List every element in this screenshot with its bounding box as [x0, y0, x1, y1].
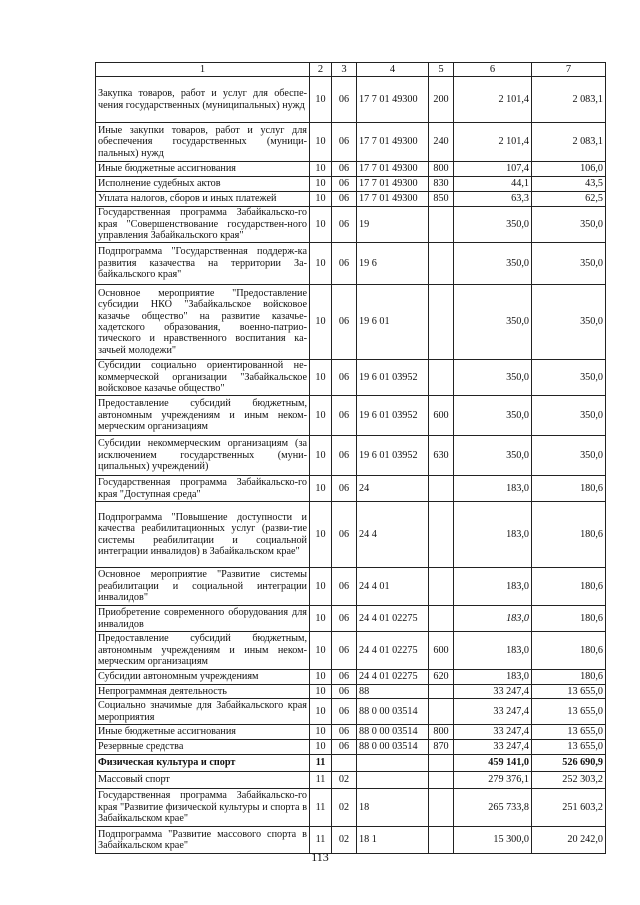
section-code: 10 [310, 632, 332, 670]
expense-type-code: 200 [429, 77, 454, 123]
amount-col-6: 183,0 [454, 670, 532, 685]
row-name: Основное мероприятие "Развитие системы реабилитации и социальной интеграции инвалидов" [96, 568, 310, 606]
section-code: 10 [310, 476, 332, 502]
amount-col-6: 350,0 [454, 436, 532, 476]
amount-col-7: 62,5 [532, 192, 606, 207]
section-code: 10 [310, 725, 332, 740]
row-name: Исполнение судебных актов [96, 177, 310, 192]
target-article-code: 88 0 00 03514 [357, 740, 429, 755]
subsection-code: 06 [332, 207, 357, 243]
amount-col-6: 350,0 [454, 285, 532, 360]
amount-col-7: 180,6 [532, 476, 606, 502]
subsection-code: 06 [332, 740, 357, 755]
amount-col-6: 2 101,4 [454, 123, 532, 162]
amount-col-7: 2 083,1 [532, 77, 606, 123]
section-code: 10 [310, 502, 332, 568]
section-code: 10 [310, 162, 332, 177]
target-article-code: 88 [357, 685, 429, 699]
col-header-5: 5 [429, 63, 454, 77]
row-name: Резервные средства [96, 740, 310, 755]
subsection-code: 02 [332, 772, 357, 789]
expense-type-code: 620 [429, 670, 454, 685]
section-code: 10 [310, 243, 332, 285]
expense-type-code [429, 755, 454, 772]
row-name: Социально значимые для Забайкальского края мероприятия [96, 699, 310, 725]
subsection-code: 02 [332, 827, 357, 854]
amount-col-7: 180,6 [532, 568, 606, 606]
amount-col-7: 13 655,0 [532, 740, 606, 755]
section-code: 11 [310, 772, 332, 789]
expense-type-code [429, 476, 454, 502]
table-row [96, 436, 606, 476]
col-header-2: 2 [310, 63, 332, 77]
amount-col-6: 459 141,0 [454, 755, 532, 772]
subsection-code: 06 [332, 123, 357, 162]
target-article-code: 18 1 [357, 827, 429, 854]
amount-col-7: 13 655,0 [532, 725, 606, 740]
table-row [96, 243, 606, 285]
table-row [96, 685, 606, 699]
section-code: 10 [310, 396, 332, 436]
subsection-code: 06 [332, 77, 357, 123]
subsection-code: 06 [332, 436, 357, 476]
amount-col-6: 350,0 [454, 243, 532, 285]
table-row [96, 568, 606, 606]
amount-col-7: 350,0 [532, 207, 606, 243]
amount-col-6: 63,3 [454, 192, 532, 207]
subsection-code: 02 [332, 789, 357, 827]
target-article-code: 24 4 01 02275 [357, 670, 429, 685]
subsection-code: 06 [332, 360, 357, 396]
expense-type-code [429, 360, 454, 396]
target-article-code: 24 [357, 476, 429, 502]
amount-col-6: 33 247,4 [454, 699, 532, 725]
target-article-code [357, 755, 429, 772]
amount-col-7: 180,6 [532, 670, 606, 685]
section-code: 11 [310, 789, 332, 827]
amount-col-6: 350,0 [454, 396, 532, 436]
col-header-6: 6 [454, 63, 532, 77]
expense-type-code: 870 [429, 740, 454, 755]
amount-col-7: 180,6 [532, 632, 606, 670]
amount-col-7: 13 655,0 [532, 685, 606, 699]
subsection-code: 06 [332, 670, 357, 685]
amount-col-7: 252 303,2 [532, 772, 606, 789]
amount-col-6: 33 247,4 [454, 725, 532, 740]
table-row [96, 772, 606, 789]
section-code: 10 [310, 77, 332, 123]
section-code: 10 [310, 699, 332, 725]
amount-col-6: 350,0 [454, 360, 532, 396]
table-row [96, 177, 606, 192]
amount-col-6: 183,0 [454, 502, 532, 568]
expense-type-code [429, 207, 454, 243]
table-row [96, 606, 606, 632]
subsection-code: 06 [332, 177, 357, 192]
target-article-code: 17 7 01 49300 [357, 162, 429, 177]
amount-col-7: 526 690,9 [532, 755, 606, 772]
section-code: 10 [310, 177, 332, 192]
target-article-code: 19 6 01 03952 [357, 436, 429, 476]
subsection-code: 06 [332, 396, 357, 436]
target-article-code: 19 6 01 03952 [357, 396, 429, 436]
amount-col-6: 44,1 [454, 177, 532, 192]
table-row [96, 699, 606, 725]
target-article-code: 19 6 01 [357, 285, 429, 360]
section-code: 10 [310, 606, 332, 632]
target-article-code: 18 [357, 789, 429, 827]
row-name: Массовый спорт [96, 772, 310, 789]
target-article-code: 88 0 00 03514 [357, 725, 429, 740]
expense-type-code [429, 502, 454, 568]
expense-type-code: 240 [429, 123, 454, 162]
target-article-code: 19 6 [357, 243, 429, 285]
expense-type-code [429, 568, 454, 606]
subsection-code: 06 [332, 192, 357, 207]
target-article-code: 24 4 01 02275 [357, 606, 429, 632]
row-name: Иные бюджетные ассигнования [96, 162, 310, 177]
col-header-7: 7 [532, 63, 606, 77]
table-row [96, 632, 606, 670]
subsection-code: 06 [332, 243, 357, 285]
row-name: Государственная программа Забайкальско-го края "Совершенствование государствен-ного управления Забайкальского края" [96, 207, 310, 243]
table-row [96, 77, 606, 123]
amount-col-6: 107,4 [454, 162, 532, 177]
target-article-code: 24 4 [357, 502, 429, 568]
amount-col-7: 106,0 [532, 162, 606, 177]
subsection-code [332, 755, 357, 772]
table-row [96, 502, 606, 568]
col-header-1: 1 [96, 63, 310, 77]
header-row [96, 63, 606, 77]
table-body [96, 77, 606, 854]
section-code: 10 [310, 568, 332, 606]
section-code: 10 [310, 192, 332, 207]
section-code: 10 [310, 285, 332, 360]
target-article-code: 17 7 01 49300 [357, 77, 429, 123]
amount-col-7: 350,0 [532, 360, 606, 396]
amount-col-7: 180,6 [532, 606, 606, 632]
row-name: Предоставление субсидий бюджетным, автономным учреждениям и иным неком-мерческим организациям [96, 632, 310, 670]
amount-col-7: 251 603,2 [532, 789, 606, 827]
col-header-3: 3 [332, 63, 357, 77]
row-name: Приобретение современного оборудования для инвалидов [96, 606, 310, 632]
expense-type-code: 830 [429, 177, 454, 192]
row-name: Основное мероприятие "Предоставление субсидии НКО "Забайкальское войсковое казачье общество" на развитие казачье-хадетского образования, военно-патрио-тического и нравственного воспитания ка-зачьей молодежи" [96, 285, 310, 360]
row-name: Субсидии некоммерческим организациям (за исключением государственных (муни-ципальных) учреждений) [96, 436, 310, 476]
table-row [96, 207, 606, 243]
table-row [96, 123, 606, 162]
row-name: Подпрограмма "Повышение доступности и качества реабилитационных услуг (разви-тие системы реабилитации и социальной интеграции инвалидов) в Забайкальском крае" [96, 502, 310, 568]
table-row [96, 789, 606, 827]
amount-col-6: 183,0 [454, 568, 532, 606]
amount-col-6: 350,0 [454, 207, 532, 243]
amount-col-7: 13 655,0 [532, 699, 606, 725]
expense-type-code [429, 789, 454, 827]
expense-type-code: 850 [429, 192, 454, 207]
target-article-code: 17 7 01 49300 [357, 123, 429, 162]
table-row [96, 740, 606, 755]
target-article-code: 17 7 01 49300 [357, 177, 429, 192]
target-article-code: 88 0 00 03514 [357, 699, 429, 725]
target-article-code: 17 7 01 49300 [357, 192, 429, 207]
expense-type-code [429, 772, 454, 789]
section-code: 11 [310, 827, 332, 854]
expense-type-code: 600 [429, 632, 454, 670]
row-name: Непрограммная деятельность [96, 685, 310, 699]
subsection-code: 06 [332, 476, 357, 502]
budget-table [95, 62, 606, 854]
col-header-4: 4 [357, 63, 429, 77]
expense-type-code [429, 699, 454, 725]
row-name: Иные бюджетные ассигнования [96, 725, 310, 740]
table-row [96, 755, 606, 772]
table-row [96, 192, 606, 207]
table-row [96, 396, 606, 436]
target-article-code: 19 [357, 207, 429, 243]
expense-type-code [429, 685, 454, 699]
amount-col-7: 20 242,0 [532, 827, 606, 854]
subsection-code: 06 [332, 699, 357, 725]
amount-col-6: 33 247,4 [454, 740, 532, 755]
row-name: Физическая культура и спорт [96, 755, 310, 772]
row-name: Субсидии автономным учреждениям [96, 670, 310, 685]
subsection-code: 06 [332, 502, 357, 568]
amount-col-6: 279 376,1 [454, 772, 532, 789]
table-row [96, 476, 606, 502]
amount-col-6: 2 101,4 [454, 77, 532, 123]
table-row [96, 285, 606, 360]
target-article-code: 24 4 01 [357, 568, 429, 606]
row-name: Субсидии социально ориентированной не-коммерческой организации "Забайкальское войсковое казачье общество" [96, 360, 310, 396]
section-code: 10 [310, 436, 332, 476]
amount-col-6: 183,0 [454, 476, 532, 502]
target-article-code [357, 772, 429, 789]
expense-type-code: 600 [429, 396, 454, 436]
expense-type-code: 800 [429, 162, 454, 177]
table-row [96, 670, 606, 685]
section-code: 10 [310, 207, 332, 243]
amount-col-7: 2 083,1 [532, 123, 606, 162]
subsection-code: 06 [332, 285, 357, 360]
subsection-code: 06 [332, 725, 357, 740]
table-row [96, 360, 606, 396]
amount-col-7: 43,5 [532, 177, 606, 192]
target-article-code: 24 4 01 02275 [357, 632, 429, 670]
row-name: Закупка товаров, работ и услуг для обеспе-чения государственных (муниципальных) нужд [96, 77, 310, 123]
subsection-code: 06 [332, 632, 357, 670]
section-code: 10 [310, 685, 332, 699]
row-name: Государственная программа Забайкальско-го края "Доступная среда" [96, 476, 310, 502]
expense-type-code [429, 606, 454, 632]
amount-col-6: 15 300,0 [454, 827, 532, 854]
amount-col-7: 350,0 [532, 396, 606, 436]
amount-col-7: 350,0 [532, 436, 606, 476]
section-code: 10 [310, 670, 332, 685]
section-code: 10 [310, 360, 332, 396]
amount-col-7: 350,0 [532, 285, 606, 360]
expense-type-code [429, 243, 454, 285]
section-code: 11 [310, 755, 332, 772]
subsection-code: 06 [332, 685, 357, 699]
amount-col-6: 265 733,8 [454, 789, 532, 827]
section-code: 10 [310, 740, 332, 755]
section-code: 10 [310, 123, 332, 162]
expense-type-code [429, 285, 454, 360]
amount-col-6: 33 247,4 [454, 685, 532, 699]
target-article-code: 19 6 01 03952 [357, 360, 429, 396]
row-name: Подпрограмма "Развитие массового спорта в Забайкальском крае" [96, 827, 310, 854]
amount-col-6: 183,0 [454, 632, 532, 670]
subsection-code: 06 [332, 162, 357, 177]
page-number: 113 [311, 850, 329, 864]
table-row [96, 725, 606, 740]
row-name: Иные закупки товаров, работ и услуг для обеспечения государственных (муници-пальных) нужд [96, 123, 310, 162]
amount-col-7: 180,6 [532, 502, 606, 568]
subsection-code: 06 [332, 568, 357, 606]
row-name: Государственная программа Забайкальско-го края "Развитие физической культуры и спорта в Забайкальском крае" [96, 789, 310, 827]
expense-type-code: 630 [429, 436, 454, 476]
row-name: Уплата налогов, сборов и иных платежей [96, 192, 310, 207]
row-name: Предоставление субсидий бюджетным, автономным учреждениям и иным неком-мерческим организациям [96, 396, 310, 436]
table-row [96, 162, 606, 177]
amount-col-7: 350,0 [532, 243, 606, 285]
row-name: Подпрограмма "Государственная поддерж-ка развития казачества на территории За-байкальского края" [96, 243, 310, 285]
expense-type-code: 800 [429, 725, 454, 740]
amount-col-6: 183,0 [454, 606, 532, 632]
subsection-code: 06 [332, 606, 357, 632]
